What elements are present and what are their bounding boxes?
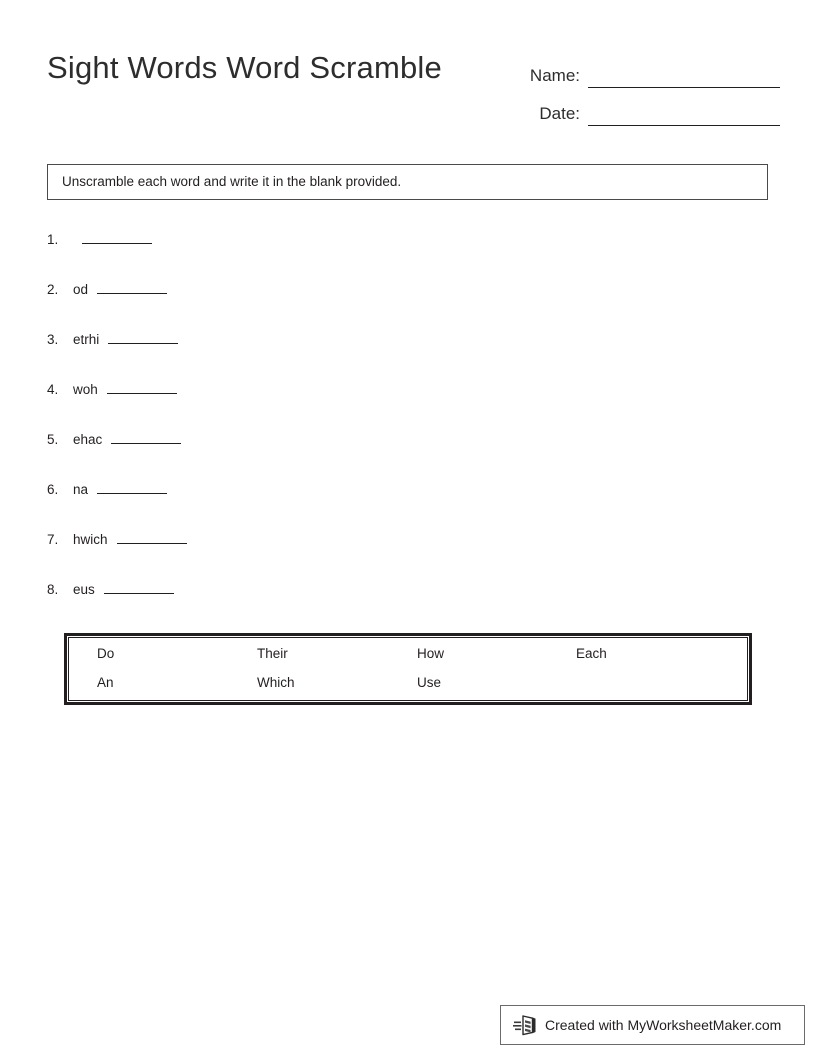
date-input-line[interactable] [588, 103, 780, 126]
instructions-box [47, 164, 768, 200]
question-row [47, 580, 547, 630]
question-row [47, 330, 547, 380]
scrambled-word: etrhi [73, 332, 100, 347]
scrambled-word: ehac [73, 432, 103, 447]
footer-badge[interactable] [500, 1005, 805, 1045]
answer-blank[interactable] [104, 580, 174, 594]
question-number: 1. [47, 232, 59, 247]
scrambled-word: woh [73, 382, 98, 397]
word-bank-word: How [417, 646, 445, 661]
scrambled-word: hwich [73, 532, 108, 547]
word-bank-inner [68, 637, 748, 701]
date-label: Date: [539, 104, 580, 123]
header-fields [500, 50, 780, 126]
question-row [47, 280, 547, 330]
question-row [47, 380, 547, 430]
question-number: 3. [47, 332, 59, 347]
word-bank-word: Do [97, 646, 115, 661]
answer-blank[interactable] [108, 330, 178, 344]
question-number: 4. [47, 382, 59, 397]
answer-blank[interactable] [117, 530, 187, 544]
question-number: 5. [47, 432, 59, 447]
answer-blank[interactable] [82, 230, 152, 244]
scrambled-word: od [73, 282, 89, 297]
instructions-text: Unscramble each word and write it in the blank provided. [62, 174, 402, 189]
question-number: 7. [47, 532, 59, 547]
word-bank-row [69, 674, 747, 703]
question-number: 8. [47, 582, 59, 597]
question-number: 6. [47, 482, 59, 497]
page-title: Sight Words Word Scramble [47, 50, 442, 85]
question-number: 2. [47, 282, 59, 297]
date-field-row [500, 88, 780, 126]
footer-text: Created with MyWorksheetMaker.com [545, 1017, 782, 1033]
name-input-line[interactable] [588, 65, 780, 88]
question-row [47, 430, 547, 480]
word-bank-word: Each [576, 646, 607, 661]
word-bank [64, 633, 752, 705]
question-list [47, 230, 547, 630]
word-bank-word: Which [257, 675, 295, 690]
name-label: Name: [529, 66, 580, 85]
answer-blank[interactable] [111, 430, 181, 444]
answer-blank[interactable] [97, 280, 167, 294]
question-row [47, 230, 547, 280]
question-row [47, 480, 547, 530]
scrambled-word: eus [73, 582, 95, 597]
word-bank-word: Use [417, 675, 442, 690]
answer-blank[interactable] [107, 380, 177, 394]
scrambled-word: na [73, 482, 89, 497]
word-bank-word: An [97, 675, 114, 690]
word-bank-word: Their [257, 646, 288, 661]
worksheet-maker-logo-icon [513, 1013, 539, 1037]
answer-blank[interactable] [97, 480, 167, 494]
word-bank-row [69, 645, 747, 674]
question-row [47, 530, 547, 580]
name-field-row [500, 50, 780, 88]
